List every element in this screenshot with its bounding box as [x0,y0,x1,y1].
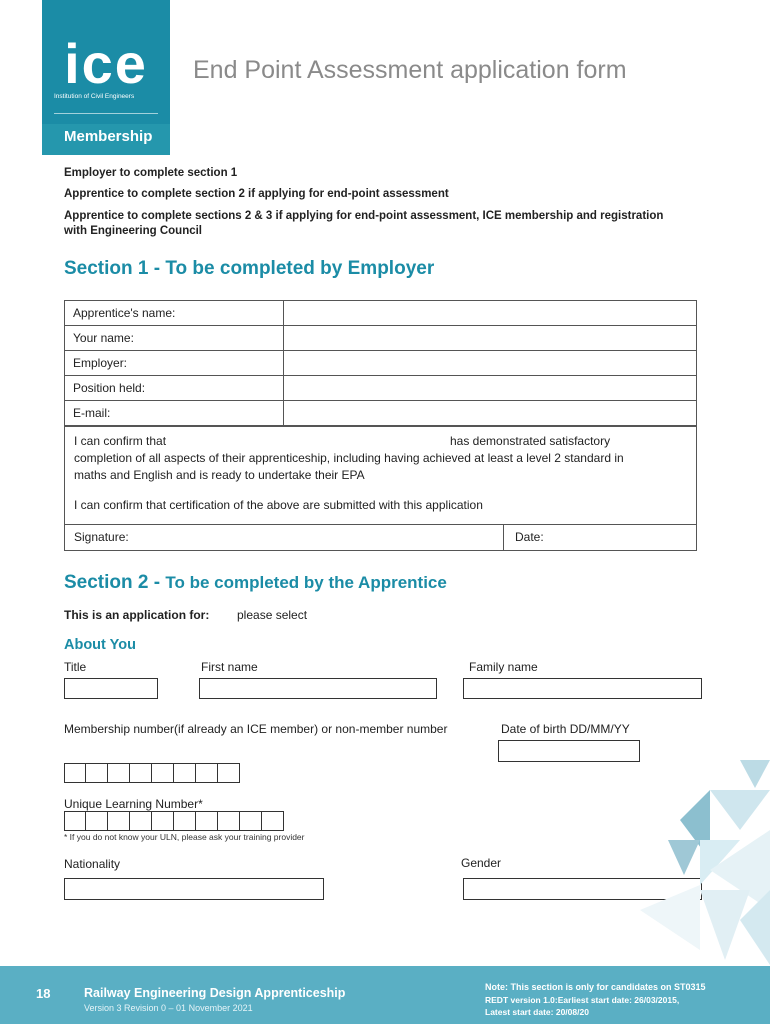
footer [0,966,770,1024]
confirm-lead: I can confirm that [74,434,167,448]
confirm-certification: I can confirm that certification of the above are submitted with this application [74,498,483,512]
programme-name: Railway Engineering Design Apprenticeship [84,986,346,1000]
page-title: End Point Assessment application form [193,56,627,84]
membership-number-label: Membership number(if already an ICE member) or non-member number [64,722,448,736]
table-row [65,326,697,351]
nationality-field[interactable] [64,878,324,900]
logo-membership: Membership [42,124,170,155]
instruction-employer: Employer to complete section 1 [64,167,238,179]
family-name-field[interactable] [463,678,702,699]
dob-field[interactable] [498,740,640,762]
uln-note: * If you do not know your ULN, please ask your training provider [64,832,305,842]
confirm-tail: has demonstrated satisfactory [450,434,611,448]
decorative-triangles [640,760,770,970]
signature-field[interactable] [125,525,503,550]
row-label-your-name: Your name: [65,326,284,351]
family-name-label: Family name [469,660,538,674]
date-label: Date: [515,530,544,544]
note-text: This section is only for candidates on ST0315 [510,982,706,992]
uln-cells[interactable] [64,811,284,831]
position-field[interactable] [284,376,697,401]
logo-divider [54,113,158,114]
uln-label: Unique Learning Number* [64,797,203,811]
signature-divider [503,525,504,550]
ice-logo [42,0,170,155]
version-text: Version 3 Revision 0 – 01 November 2021 [84,1003,253,1013]
row-label-email: E-mail: [65,401,284,426]
table-row [65,301,697,326]
signature-row [64,524,697,551]
note-label: Note: [485,982,508,992]
table-row [65,376,697,401]
membership-number-cells[interactable] [64,763,240,783]
instruction-apprentice-full: Apprentice to complete sections 2 & 3 if applying for end-point assessment, ICE membership and registration with Engineering Council [64,210,664,237]
nationality-label: Nationality [64,857,121,871]
instruction-apprentice-epa: Apprentice to complete section 2 if applying for end-point assessment [64,188,449,200]
first-name-field[interactable] [199,678,437,699]
section1-heading: Section 1 - To be completed by Employer [64,258,435,279]
note-line1 [485,982,706,992]
title-label: Title [64,660,87,674]
page-number: 18 [36,986,51,1001]
confirmation-block [64,426,697,525]
dob-label: Date of birth DD/MM/YY [501,722,630,736]
your-name-field[interactable] [284,326,697,351]
about-you-heading: About You [64,637,136,653]
employer-field[interactable] [284,351,697,376]
logo-subtitle: Institution of Civil Engineers [54,93,135,100]
confirm-body: completion of all aspects of their apprenticeship, including having achieved at least a level 2 standard in maths and English and is ready to undertake their EPA [74,451,624,482]
gender-label: Gender [461,856,502,870]
apprentice-name-field[interactable] [284,301,697,326]
email-field[interactable] [284,401,697,426]
table-row [65,401,697,426]
date-field[interactable] [555,525,695,550]
note-line3: Latest start date: 20/08/20 [485,1007,589,1017]
title-field[interactable] [64,678,158,699]
row-label-apprentice-name: Apprentice's name: [65,301,284,326]
section2-heading [64,572,447,594]
confirm-apprentice-field[interactable] [180,431,445,449]
application-for-label: This is an application for: [64,608,210,622]
section2-heading-prefix: Section 2 - [64,572,166,593]
application-type-select[interactable]: please select [237,608,308,622]
section1-table [64,300,697,426]
note-line2: REDT version 1.0:Earliest start date: 26/03/2015, [485,995,680,1005]
logo-wordmark: ice [64,32,148,95]
section2-heading-rest: To be completed by the Apprentice [165,573,447,592]
row-label-position: Position held: [65,376,284,401]
signature-label: Signature: [74,530,129,544]
first-name-label: First name [201,660,258,674]
row-label-employer: Employer: [65,351,284,376]
table-row [65,351,697,376]
